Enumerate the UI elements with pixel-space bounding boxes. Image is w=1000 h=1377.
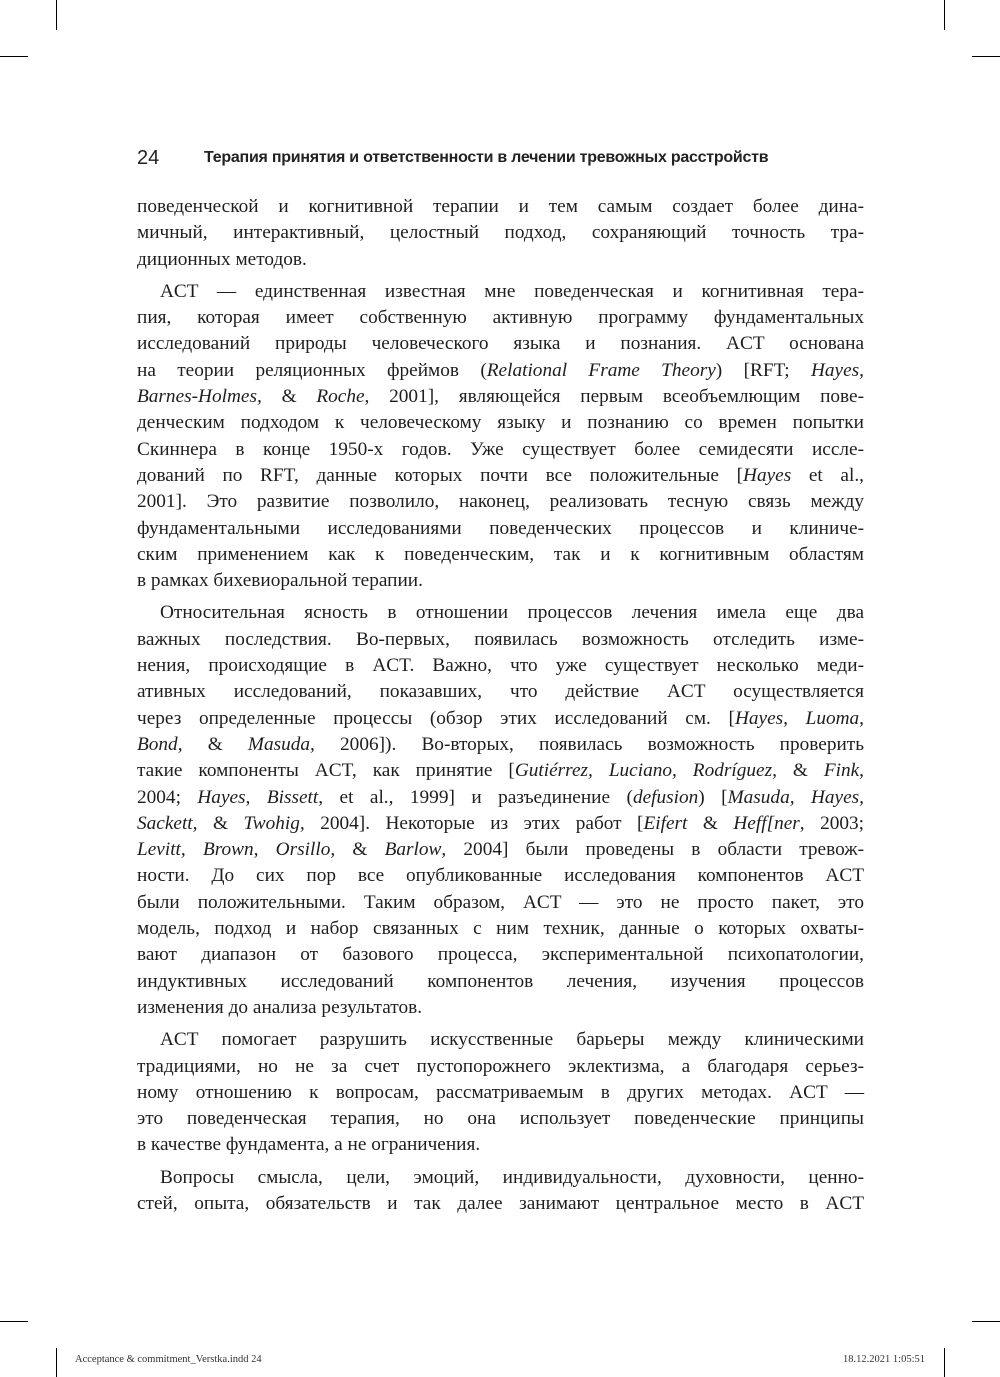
italic-reference: Relational Frame Theory — [486, 359, 716, 381]
text-segment: Вопросы смысла, цели, эмоций, индивидуальности, духовности, ценно- — [160, 1166, 864, 1188]
text-segment: пия, которая имеет собственную активную программу фундаментальных — [137, 307, 864, 329]
text-line — [137, 1027, 864, 1053]
text-segment: , — [859, 760, 864, 782]
text-segment: ) [RFT; — [715, 359, 811, 381]
text-line — [137, 516, 864, 542]
paragraph — [137, 194, 864, 273]
text-line — [137, 279, 864, 305]
text-segment: & — [335, 839, 385, 861]
page-number: 24 — [137, 147, 160, 169]
text-segment: изменения до анализа результатов. — [137, 996, 423, 1018]
text-segment: Относительная ясность в отношении процессов лечения имела еще два — [160, 602, 864, 624]
text-segment: 2006]). Во-вторых, появилась возможность проверить — [314, 733, 865, 755]
italic-reference: Hayes, — [810, 359, 864, 381]
text-line — [137, 627, 864, 653]
text-segment: & — [182, 733, 248, 755]
text-segment: Скиннера в конце 1950-х годов. Уже существует более семидесяти иссле- — [137, 438, 864, 460]
text-line — [137, 785, 864, 811]
text-segment: такие компоненты ACT, как принятие [ — [137, 760, 515, 782]
italic-reference: Twohig, — [243, 812, 305, 834]
text-segment: диционных методов. — [137, 248, 307, 270]
italic-reference: Eifert — [643, 812, 688, 834]
text-segment: 2004]. Некоторые из этих работ [ — [304, 812, 644, 834]
text-segment: индуктивных исследований компонентов лечения, изучения процессов — [137, 970, 864, 992]
text-segment: поведенческой и когнитивной терапии и тем самым создает более дина- — [137, 196, 864, 217]
text-segment: важных последствия. Во-первых, появилась возможность отследить изме- — [137, 628, 864, 650]
text-segment: в рамках бихевиоральной терапии. — [137, 570, 423, 592]
text-line — [137, 489, 864, 515]
text-line — [137, 1191, 864, 1217]
text-line — [137, 1132, 864, 1158]
text-line — [137, 542, 864, 568]
text-segment: на теории реляционных фреймов ( — [137, 359, 487, 381]
text-segment: ACT помогает разрушить искусственные барьеры между клиническими — [160, 1029, 864, 1051]
text-segment: 2004; — [137, 786, 198, 808]
text-segment: & — [261, 386, 317, 408]
running-title: Терапия принятия и ответственности в лечении тревожных расстройств — [204, 149, 769, 166]
text-line — [137, 305, 864, 331]
text-segment: в качестве фундамента, а не ограничения. — [137, 1134, 481, 1156]
text-line — [137, 600, 864, 626]
text-segment: ному отношению к вопросам, рассматриваемым в других методах. ACT — — [137, 1081, 864, 1103]
text-segment: нения, происходящие в ACT. Важно, что уже существует несколько меди- — [137, 655, 864, 677]
text-line — [137, 679, 864, 705]
footer-timestamp: 18.12.2021 1:05:51 — [843, 1354, 925, 1365]
text-segment: , et al., 1999] и разъединение ( — [318, 786, 633, 808]
text-line — [137, 220, 864, 246]
text-segment: традициями, но не за счет пустопорожнего эклектизма, а благодаря серьез- — [137, 1055, 864, 1077]
text-segment: фундаментальными исследованиями поведенческих процессов и клиниче- — [137, 517, 864, 539]
text-segment: et al., — [791, 464, 864, 486]
crop-mark-right-upper — [972, 56, 1000, 57]
text-line — [137, 463, 864, 489]
text-line — [137, 969, 864, 995]
text-segment: & — [197, 812, 244, 834]
text-line — [137, 1054, 864, 1080]
italic-reference: Hayes, Bissett — [197, 786, 319, 808]
text-line — [137, 890, 864, 916]
text-line — [137, 410, 864, 436]
text-segment: мичный, интерактивный, целостный подход, сохраняющий точность тра- — [137, 222, 864, 244]
paragraph — [137, 600, 864, 1021]
crop-mark-top-left — [56, 0, 57, 30]
text-segment: & — [687, 812, 734, 834]
text-segment: ности. До сих пор все опубликованные исследования компонентов ACT — [137, 865, 864, 887]
crop-mark-top-right — [944, 0, 945, 30]
text-segment: ским применением как к поведенческим, так и к когнитивным областям — [137, 543, 864, 565]
italic-reference: Gutiérrez, Luciano, Rodríguez, — [514, 760, 777, 782]
text-segment: , 2004] были проведены в области тревож- — [441, 839, 864, 861]
paragraph — [137, 1027, 864, 1158]
text-line — [137, 837, 864, 863]
text-line — [137, 331, 864, 357]
text-segment: это поведенческая терапия, но она использует поведенческие принципы — [137, 1108, 864, 1130]
crop-mark-right-lower — [972, 1321, 1000, 1322]
text-segment: , 2001], являющейся первым всеобъемлющим пове- — [364, 386, 864, 408]
italic-reference: Masuda, Hayes, — [727, 786, 864, 808]
text-segment: ативных исследований, показавших, что действие ACT осуществляется — [137, 681, 864, 703]
text-segment: модель, подход и набор связанных с ним техник, данные о которых охваты- — [137, 918, 864, 940]
body-text — [137, 194, 864, 1217]
crop-mark-bottom-left — [56, 1348, 57, 1377]
text-line — [137, 863, 864, 889]
slug-footer — [75, 1353, 925, 1367]
text-line — [137, 1080, 864, 1106]
italic-reference: Hayes — [743, 464, 792, 486]
text-line — [137, 358, 864, 384]
italic-reference: Masuda, — [247, 733, 315, 755]
italic-reference: Sackett, — [137, 812, 198, 834]
italic-reference: Barnes-Holmes, — [137, 386, 262, 408]
running-head — [137, 145, 864, 171]
text-line — [137, 568, 864, 594]
text-segment: ) [ — [698, 786, 728, 808]
text-line — [137, 942, 864, 968]
paragraph — [137, 1165, 864, 1218]
italic-reference: Bond, — [137, 733, 183, 755]
text-line — [137, 247, 864, 273]
text-line — [137, 1165, 864, 1191]
crop-mark-left-upper — [0, 56, 28, 57]
italic-reference: Heff[ner — [733, 812, 800, 834]
text-line — [137, 811, 864, 837]
italic-reference: Roche — [316, 386, 365, 408]
text-line — [137, 758, 864, 784]
text-line — [137, 706, 864, 732]
text-segment: денческим подходом к человеческому языку и познанию со времен попытки — [137, 412, 864, 434]
italic-reference: defusion — [632, 786, 699, 808]
text-segment: через определенные процессы (обзор этих исследований см. [ — [137, 707, 735, 729]
text-segment: вают диапазон от базового процесса, экспериментальной психопатологии, — [137, 944, 864, 966]
text-segment: 2001]. Это развитие позволило, наконец, реализовать тесную связь между — [137, 491, 864, 513]
italic-reference: Hayes, Luoma, — [734, 707, 864, 729]
text-line — [137, 194, 864, 220]
italic-reference: Fink — [823, 760, 860, 782]
italic-reference: Barlow — [384, 839, 442, 861]
text-line — [137, 653, 864, 679]
crop-mark-bottom-right — [944, 1348, 945, 1377]
text-segment: & — [776, 760, 824, 782]
text-line — [137, 1106, 864, 1132]
text-line — [137, 995, 864, 1021]
text-line — [137, 916, 864, 942]
text-line — [137, 732, 864, 758]
text-segment: были положительными. Таким образом, ACT — это не просто пакет, это — [137, 891, 864, 913]
italic-reference: Levitt, Brown, Orsillo, — [137, 839, 336, 861]
text-segment: дований по RFT, данные которых почти все положительные [ — [137, 464, 744, 486]
paragraph — [137, 279, 864, 595]
text-line — [137, 437, 864, 463]
footer-filename: Acceptance & commitment_Verstka.indd 24 — [75, 1354, 262, 1365]
text-segment: исследований природы человеческого языка и познания. ACT основана — [137, 333, 864, 355]
text-segment: стей, опыта, обязательств и так далее занимают центральное место в ACT — [137, 1192, 864, 1214]
text-segment: , 2003; — [799, 812, 865, 834]
crop-mark-left-lower — [0, 1321, 28, 1322]
text-segment: ACT — единственная известная мне поведенческая и когнитивная тера- — [160, 280, 864, 302]
text-line — [137, 384, 864, 410]
